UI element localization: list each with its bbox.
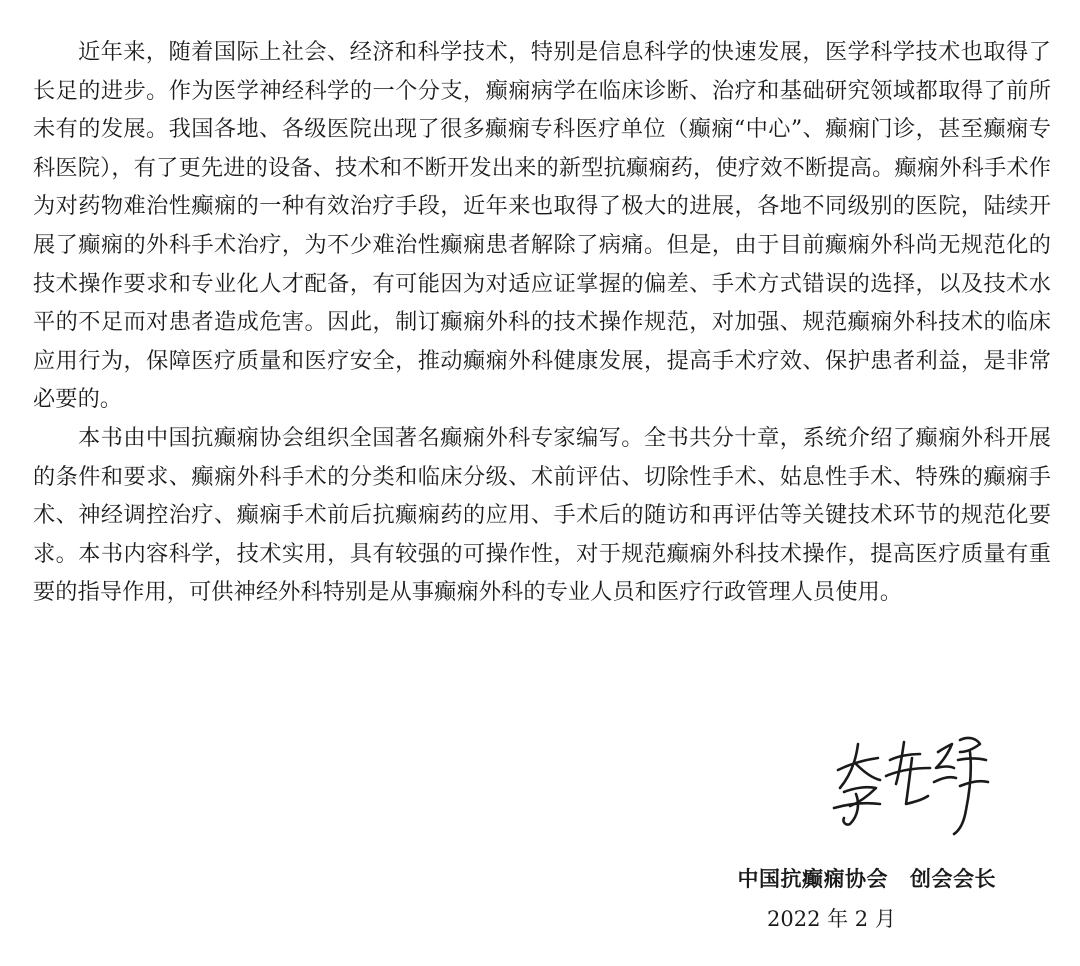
preface-body [33,33,1051,612]
signature-date: 2022 年 2 月 [767,907,896,931]
signature-title: 创会会长 [910,867,996,891]
signature-organization-line [738,863,997,893]
handwritten-signature [820,730,1000,840]
paragraph-2: 本书由中国抗癫痫协会组织全国著名癫痫外科专家编写。全书共分十章，系统介绍了癫痫外科开展的条件和要求、癫痫外科手术的分类和临床分级、术前评估、切除性手术、姑息性手术、特殊的癫痫手术、神经调控治疗、癫痫手术前后抗癫痫药的应用、手术后的随访和再评估等关键技术环节的规范化要求。本书内容科学，技术实用，具有较强的可操作性，对于规范癫痫外科技术操作，提高医疗质量有重要的指导作用，可供神经外科特别是从事癫痫外科的专业人员和医疗行政管理人员使用。 [33,424,1051,606]
signature-organization: 中国抗癫痫协会 [737,867,888,891]
paragraph-1: 近年来，随着国际上社会、经济和科学技术，特别是信息科学的快速发展，医学科学技术也取得了长足的进步。作为医学神经科学的一个分支，癫痫病学在临床诊断、治疗和基础研究领域都取得了前所未有的发展。我国各地、各级医院出现了很多癫痫专科医疗单位（癫痫“中心”、癫痫门诊，甚至癫痫专科医院），有了更先进的设备、技术和不断开发出来的新型抗癫痫药，使疗效不断提高。癫痫外科手术作为对药物难治性癫痫的一种有效治疗手段，近年来也取得了极大的进展，各地不同级别的医院，陆续开展了癫痫的外科手术治疗，为不少难治性癫痫患者解除了病痛。但是，由于目前癫痫外科尚无规范化的技术操作要求和专业化人才配备，有可能因为对适应证掌握的偏差、手术方式错误的选择，以及技术水平的不足而对患者造成危害。因此，制订癫痫外科的技术操作规范，对加强、规范癫痫外科技术的临床应用行为，保障医疗质量和医疗安全，推动癫痫外科健康发展，提高手术疗效、保护患者利益，是非常必要的。 [33,39,1051,413]
